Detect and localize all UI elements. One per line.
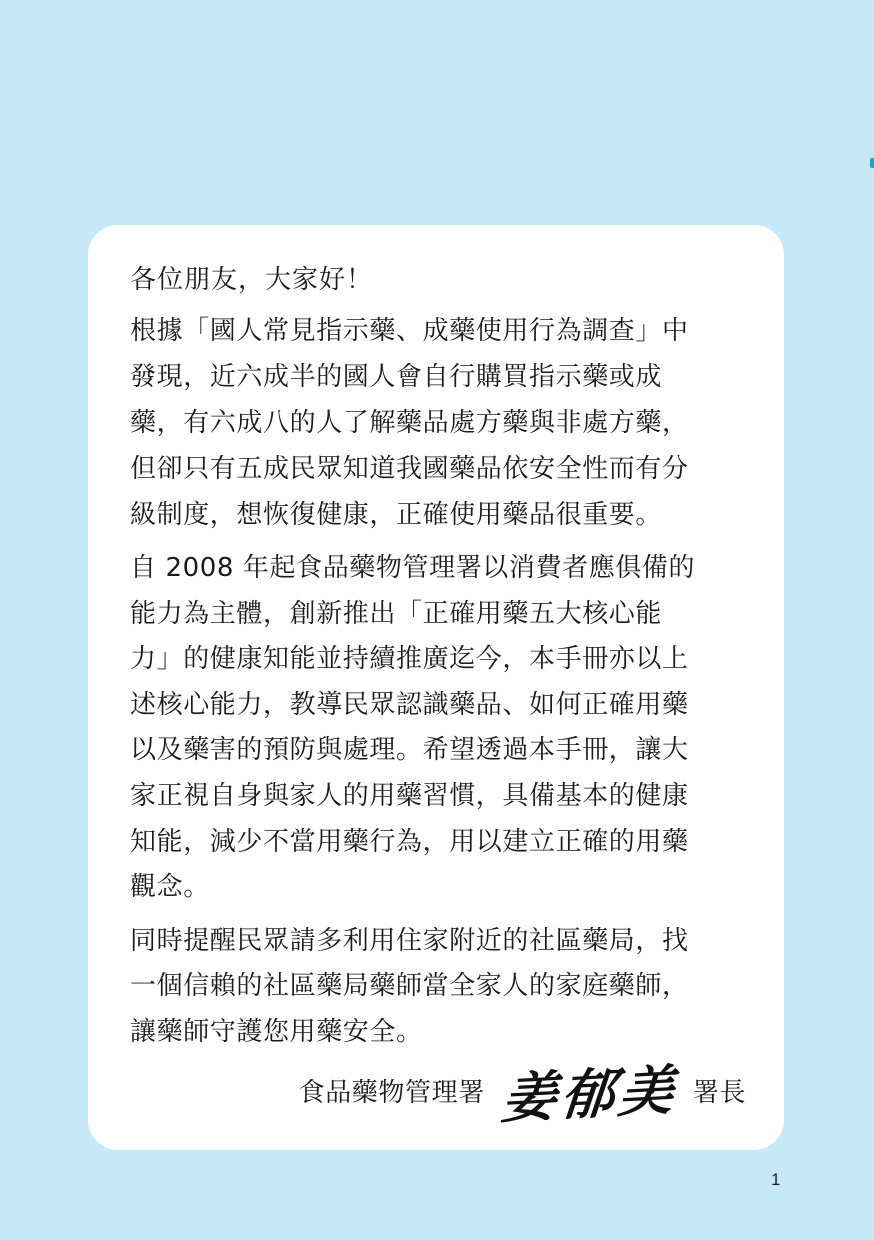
- paragraph-core-competency: [130, 546, 754, 911]
- letter-body: [130, 258, 754, 1064]
- paragraph-survey: [130, 308, 754, 538]
- paragraph-line: 級制度，想恢復健康，正確使用藥品很重要。: [130, 500, 663, 530]
- signature-organization: 食品藥物管理署: [298, 1077, 485, 1108]
- paragraph-line: 家正視自身與家人的用藥習慣，具備基本的健康: [130, 780, 689, 811]
- paragraph-line: 同時提醒民眾請多利用住家附近的社區藥局，找: [130, 925, 689, 956]
- paragraph-line: 能力為主體，創新推出「正確用藥五大核心能: [130, 598, 663, 629]
- page-number: 1: [771, 1170, 781, 1189]
- paragraph-line: 發現，近六成半的國人會自行購買指示藥或成: [130, 362, 663, 392]
- paragraph-line: 知能，減少不當用藥行為，用以建立正確的用藥: [130, 826, 689, 857]
- paragraph-line: 藥，有六成八的人了解藥品處方藥與非處方藥，: [130, 408, 689, 438]
- paragraph-line: 述核心能力，教導民眾認識藥品、如何正確用藥: [130, 689, 689, 720]
- paragraph-line: 觀念。: [130, 872, 210, 903]
- paragraph-line: 力」的健康知能並持續推廣迄今，本手冊亦以上: [130, 644, 689, 675]
- paragraph-line: 以及藥害的預防與處理。希望透過本手冊，讓大: [130, 735, 689, 766]
- paragraph-line: 讓藥師守護您用藥安全。: [130, 1016, 423, 1047]
- paragraph-line: 自 2008 年起食品藥物管理署以消費者應俱備的: [130, 553, 696, 583]
- paragraph-line: 一個信賴的社區藥局藥師當全家人的家庭藥師，: [130, 971, 689, 1002]
- greeting: 各位朋友，大家好！: [130, 265, 374, 295]
- edge-tab-marker: [870, 158, 874, 168]
- handwritten-signature: 姜郁美: [499, 1056, 680, 1131]
- paragraph-line: 根據「國人常見指示藥、成藥使用行為調查」中: [130, 316, 689, 346]
- signature-title: 署長: [692, 1077, 746, 1108]
- paragraph-line: 但卻只有五成民眾知道我國藥品依安全性而有分: [130, 454, 689, 484]
- paragraph-pharmacy: [130, 919, 754, 1056]
- signature-block: [298, 1056, 746, 1131]
